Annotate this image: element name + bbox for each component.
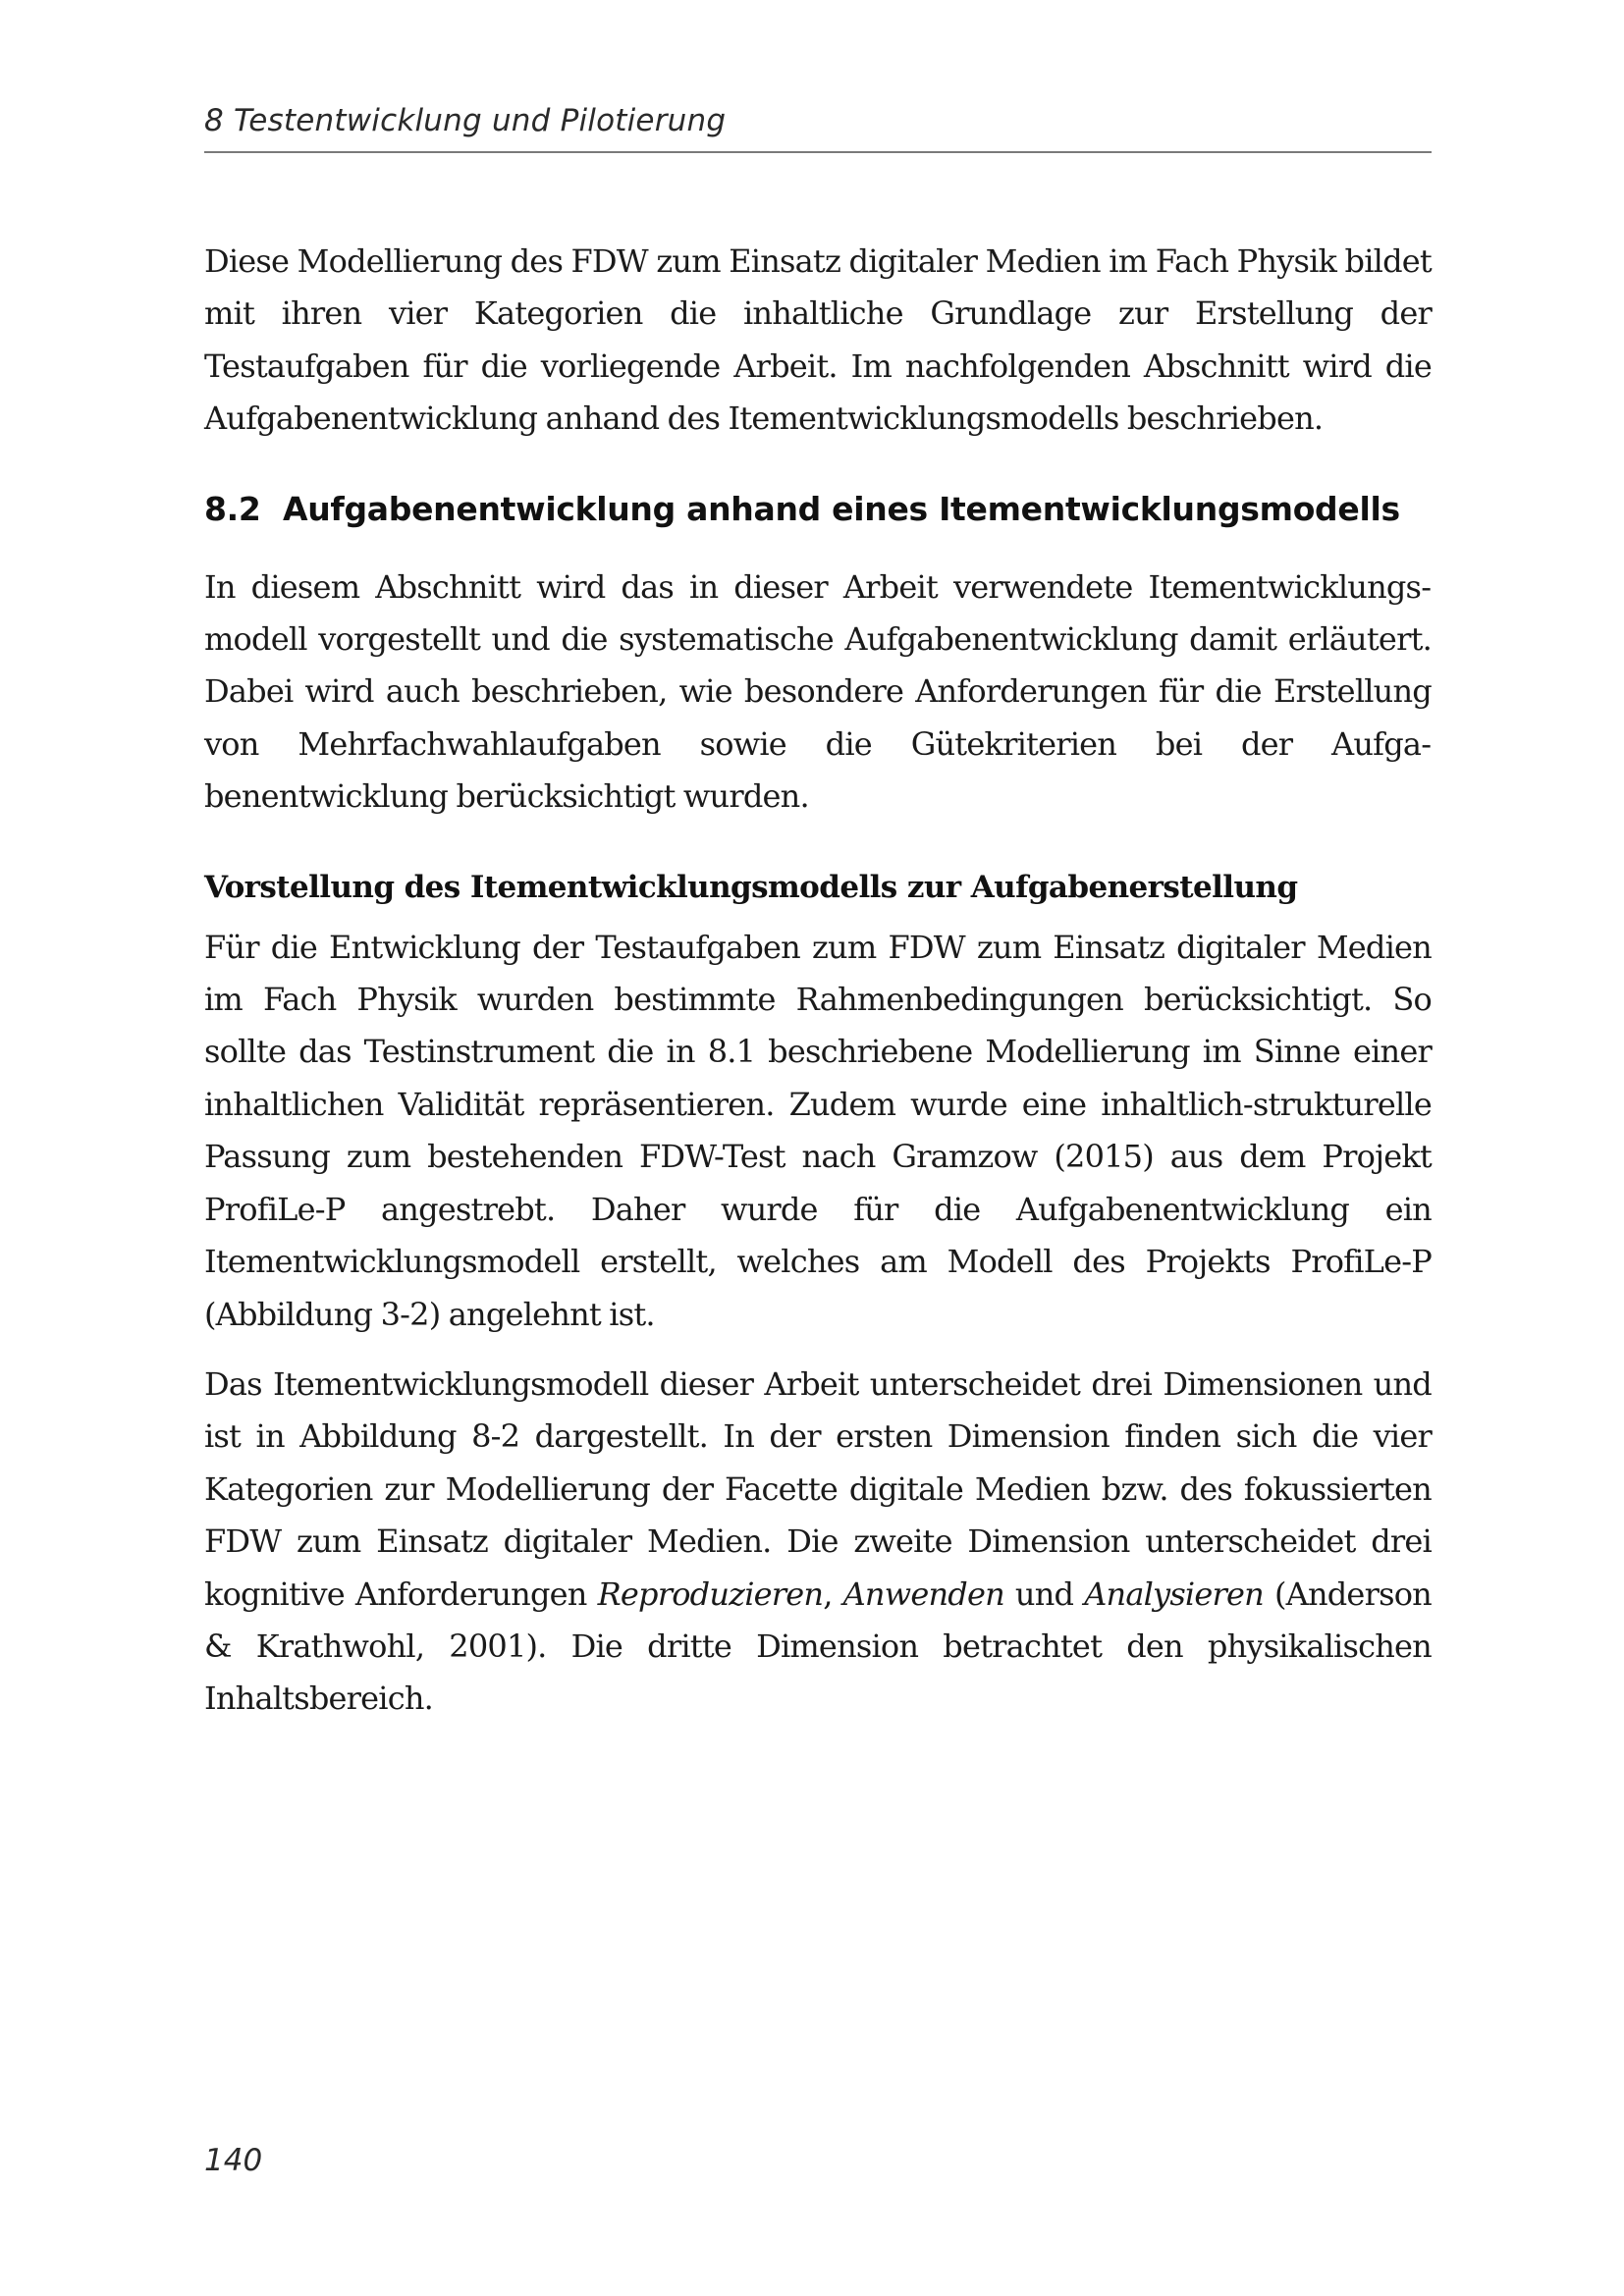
section-heading [204, 485, 1432, 534]
dimensions-text-start: Das Itementwicklungsmodell dieser Arbeit unterscheidet drei Dimensionen und ist in Abbildung 8-2 dargestellt. In der ersten Dimension finden sich die vier Kategorien zur Modellierung der Facette digitale Medien bzw. des fokussierten FDW zum Einsatz digitaler Medien. Die zweite Dimension unterscheidet drei kognitive Anforderungen [204, 1364, 1432, 1613]
term-anwenden: Anwenden [842, 1575, 1004, 1613]
paragraph-dimensions [204, 1359, 1432, 1726]
page-content [204, 236, 1432, 1726]
dimensions-text-end: (Anderson & Krathwohl, 2001). Die dritte Dimension betrachtet den physikalischen Inhaltsbereich. [204, 1575, 1432, 1718]
paragraph-intro: Diese Modellierung des FDW zum Einsatz digitaler Medien im Fach Physik bildet mit ihren vier Kategorien die inhaltliche Grundlage zur Erstellung der Testaufgaben für die vorliegende Arbeit. Im nachfolgenden Abschnitt wird die Aufgabenentwicklung anhand des Itementwicklungsmodells beschrieben. [204, 242, 1432, 438]
term-separator-2: und [1003, 1575, 1085, 1613]
paragraph-section-intro: In diesem Abschnitt wird das in dieser Arbeit verwendete Itementwicklungsmodell vorgestellt und die systematische Aufgabenentwicklung damit erläutert. Dabei wird auch beschrieben, wie besondere Anforderungen für die Erstellung von Mehrfachwahlaufgaben sowie die Gütekriterien bei der Aufgabenentwicklung berücksichtigt wurden. [204, 567, 1432, 816]
term-analysieren: Analysieren [1084, 1575, 1264, 1613]
section-title: Aufgabenentwicklung anhand eines Itementwicklungsmodells [283, 489, 1400, 528]
page-number: 140 [204, 2143, 263, 2178]
running-header [204, 98, 1432, 153]
running-header-title: 8 Testentwicklung und Pilotierung [204, 103, 727, 138]
subsection-heading: Vorstellung des Itementwicklungsmodells zur Aufgabenerstellung [204, 869, 1298, 905]
section-number: 8.2 [204, 489, 261, 528]
paragraph-framework: Für die Entwicklung der Testaufgaben zum FDW zum Einsatz digitaler Medien im Fach Physik wurden bestimmte Rahmenbedingungen berücksichtigt. So sollte das Testinstrument die in 8.1 beschriebene Modellierung im Sinne einer inhaltlichen Validität repräsentieren. Zudem wurde eine inhaltlich-strukturelle Passung zum bestehenden FDW-Test nach Gramzow (2015) aus dem Projekt ProfiLe-P angestrebt. Daher wurde für die Aufgabenentwicklung ein Itementwicklungsmodell erstellt, welches am Modell des Projekts ProfiLe-P (Abbildung 3-2) angelehnt ist. [204, 928, 1432, 1333]
term-reproduzieren: Reproduzieren [597, 1575, 824, 1613]
term-separator-1: , [823, 1575, 843, 1613]
